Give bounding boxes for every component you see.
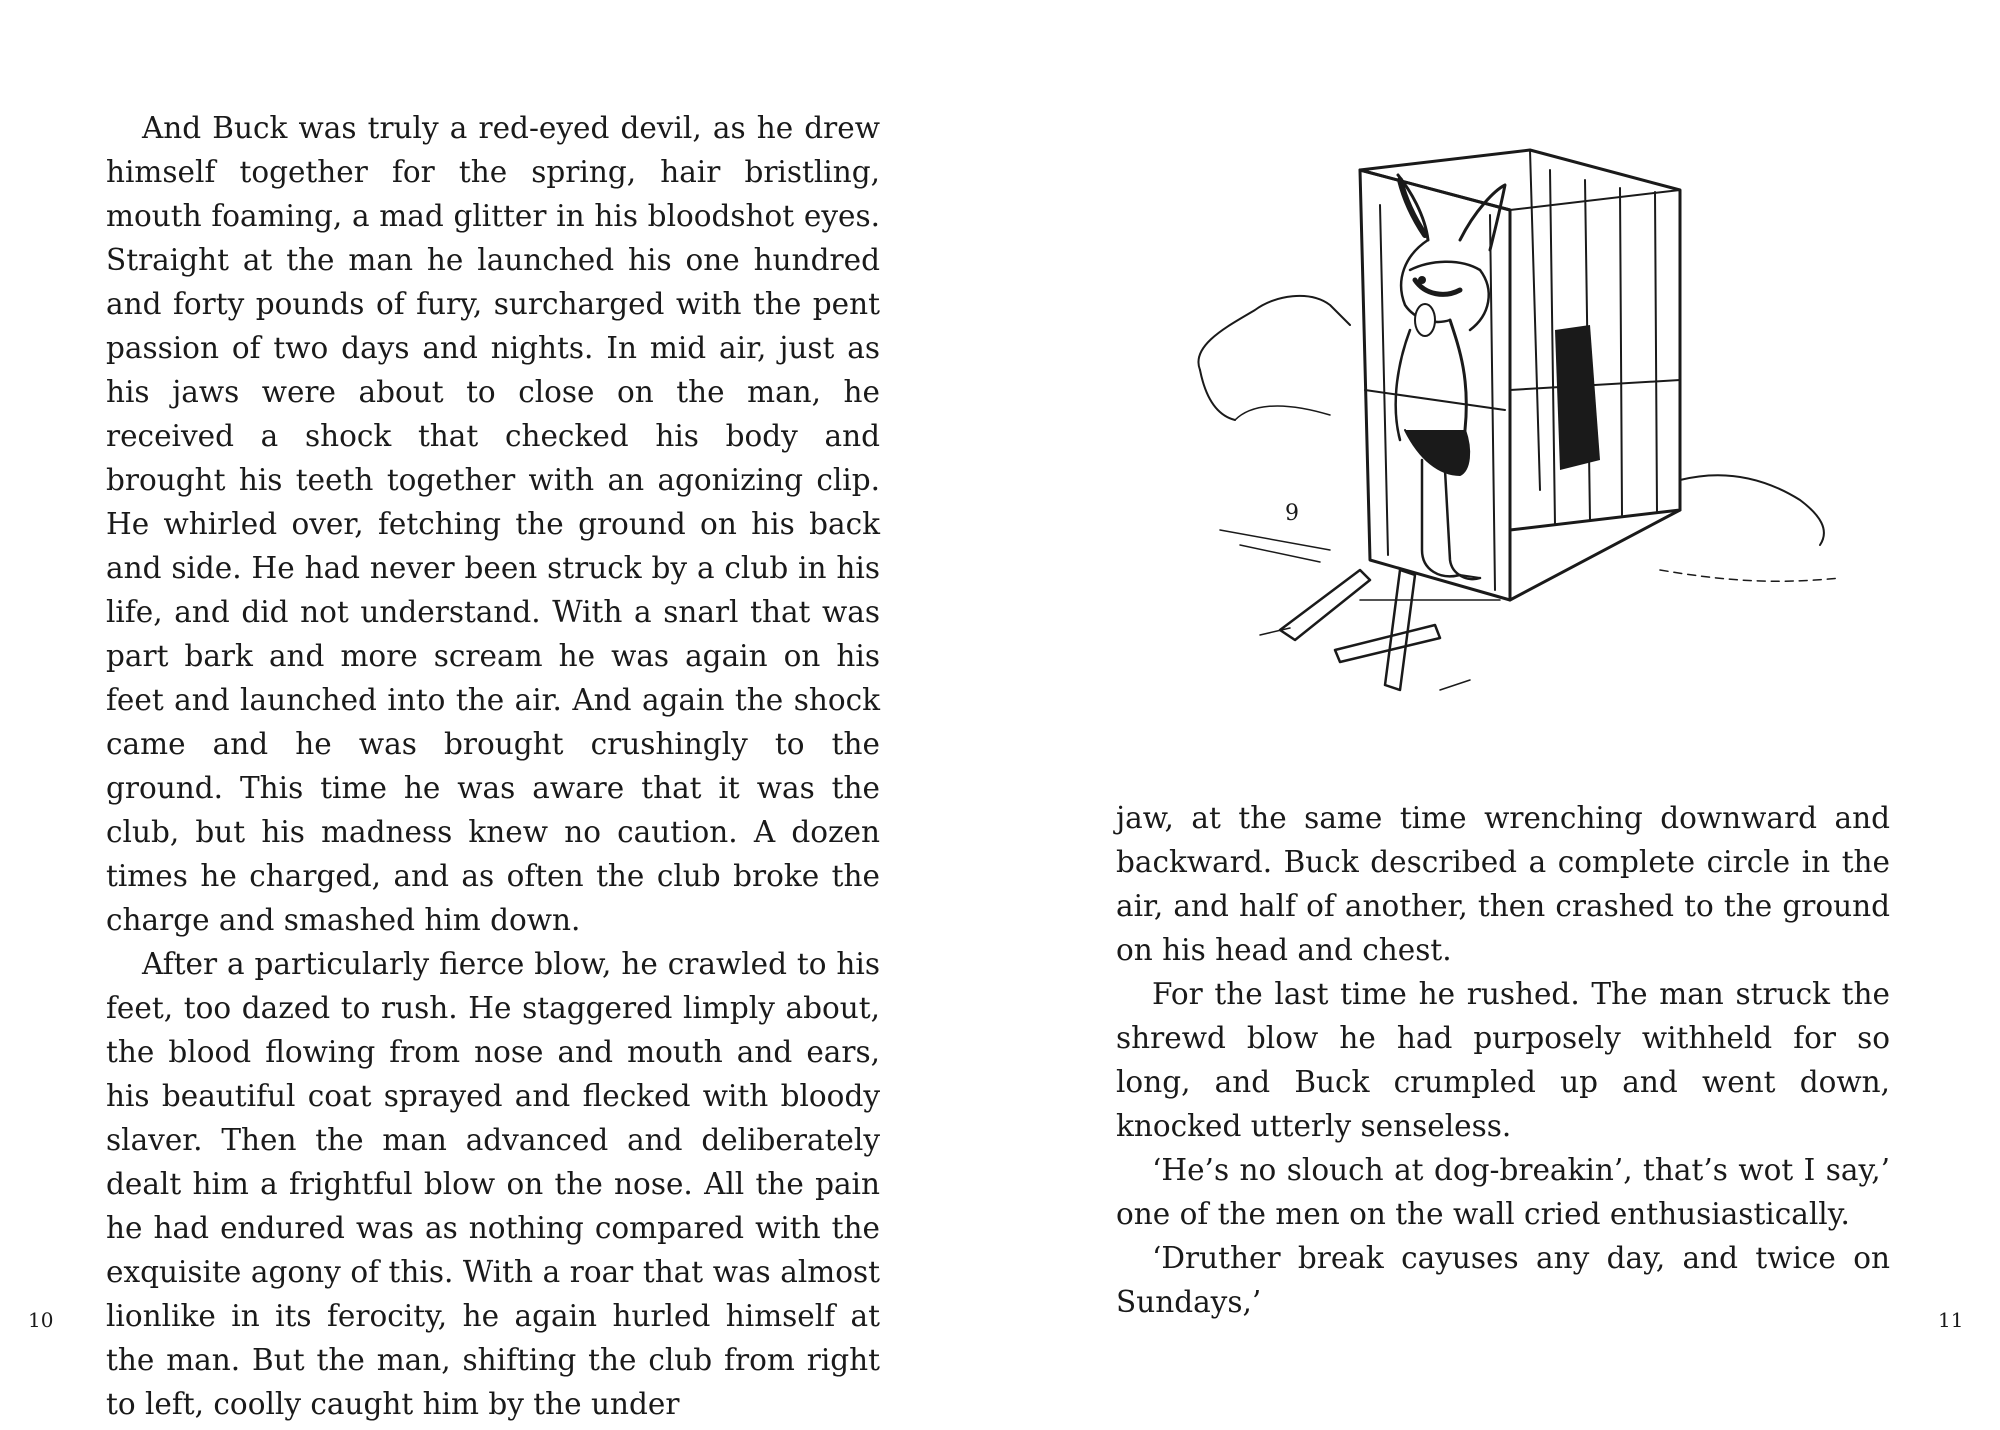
right-page xyxy=(1000,0,2000,1430)
paragraph: After a particularly fierce blow, he crawled to his feet, too dazed to rush. He staggered limply about, the blood flowing from nose and mouth and ears, his beautiful coat sprayed and flecked with bloody slaver. Then the man advanced and deliberately dealt him a frightful blow on the nose. All the pain he had endured was as nothing compared with the exquisite agony of this. With a roar that was almost lionlike in its ferocity, he again hurled himself at the man. But the man, shifting the club from right to left, coolly caught him by the under xyxy=(106,947,880,1421)
paragraph: jaw, at the same time wrenching downward and backward. Buck described a complete circle in the air, and half of another, then crashed to the ground on his head and chest. xyxy=(1116,801,1890,967)
paragraph: For the last time he rushed. The man struck the shrewd blow he had purposely withheld for so long, and Buck crumpled up and went down, knocked utterly senseless. xyxy=(1116,977,1890,1143)
paragraph: ‘Druther break cayuses any day, and twice on Sundays,’ xyxy=(1116,1241,1890,1319)
page-number-left: 10 xyxy=(28,1308,54,1332)
page-number-right: 11 xyxy=(1938,1308,1964,1332)
crate-mark: 9 xyxy=(1285,501,1299,526)
dog-in-crate-illustration xyxy=(1160,130,1860,730)
paragraph: ‘He’s no slouch at dog-breakin’, that’s wot I say,’ one of the men on the wall cried enthusiastically. xyxy=(1116,1153,1890,1231)
left-page-text xyxy=(106,106,880,1426)
paragraph: And Buck was truly a red-eyed devil, as he drew himself together for the spring, hair bristling, mouth foaming, a mad glitter in his bloodshot eyes. Straight at the man he launched his one hundred and forty pounds of fury, surcharged with the pent passion of two days and nights. In mid air, just as his jaws were about to close on the man, he received a shock that checked his body and brought his teeth together with an agonizing clip. He whirled over, fetching the ground on his back and side. He had never been struck by a club in his life, and did not understand. With a snarl that was part bark and more scream he was again on his feet and launched into the air. And again the shock came and he was brought crushingly to the ground. This time he was aware that it was the club, but his madness knew no caution. A dozen times he charged, and as often the club broke the charge and smashed him down. xyxy=(106,111,880,937)
right-page-text xyxy=(1116,796,1890,1324)
